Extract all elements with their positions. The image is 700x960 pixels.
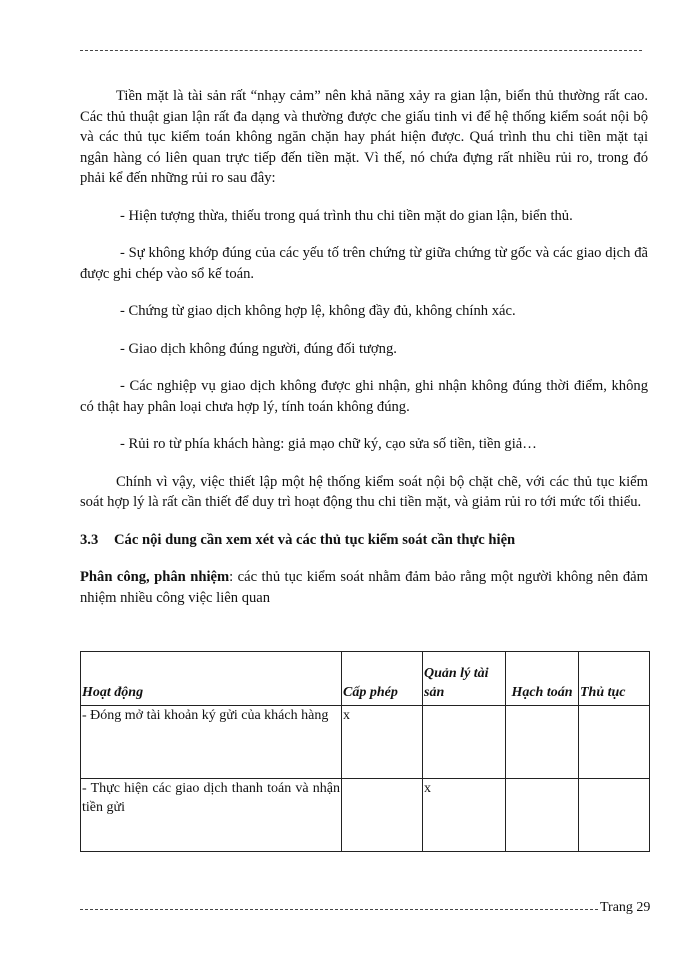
table-row	[81, 706, 650, 779]
risk-item: - Các nghiệp vụ giao dịch không được ghi nhận, ghi nhận không đúng thời điểm, không có thật hay phân loại chưa hợp lý, tính toán không đúng.	[80, 378, 648, 415]
section-title: Các nội dung cần xem xét và các thủ tục kiểm soát cần thực hiện	[114, 531, 516, 548]
table-row	[81, 779, 650, 852]
table-cell-activity: - Thực hiện các giao dịch thanh toán và nhận tiền gửi	[81, 779, 342, 852]
risk-item: - Rủi ro từ phía khách hàng: giả mạo chữ ký, cạo sửa số tiền, tiền giả…	[120, 436, 537, 452]
table-cell	[506, 779, 579, 852]
risk-item: - Hiện tượng thừa, thiếu trong quá trình thu chi tiền mặt do gian lận, biển thủ.	[120, 207, 573, 224]
risk-item: - Giao dịch không đúng người, đúng đối tượng.	[120, 340, 397, 357]
section-heading	[80, 530, 648, 551]
header-procedure: Thủ tục	[579, 652, 650, 706]
section-number: 3.3	[80, 531, 99, 548]
page-number: Trang 29	[600, 900, 651, 915]
intro-paragraph: Tiền mặt là tài sản rất “nhạy cảm” nên khả năng xảy ra gian lận, biển thủ thường rất cao. Các thủ thuật gian lận rất đa dạng và thường được che giấu tinh vi để hệ thống kiểm soát nội bộ và các thủ tục kiểm toán không ngăn chặn hay phát hiện được. Quá trình thu chi tiền mặt tại ngân hàng có liên quan trực tiếp đến tiền mặt. Vì thế, nó chứa đựng rất nhiều rủi ro, trong đó phải kể đến những rủi ro sau đây:	[80, 88, 648, 186]
table-cell	[579, 706, 650, 779]
header-accounting: Hạch toán	[506, 652, 579, 706]
table-cell	[506, 706, 579, 779]
risk-item: - Chứng từ giao dịch không hợp lệ, không đầy đủ, không chính xác.	[120, 303, 516, 319]
control-table	[80, 651, 650, 852]
assignment-label: Phân công, phân nhiệm	[80, 569, 230, 585]
conclusion-paragraph: Chính vì vậy, việc thiết lập một hệ thống kiểm soát nội bộ chặt chẽ, với các thủ tục kiểm soát hợp lý là rất cần thiết để duy trì hoạt động thu chi tiền mặt, và giảm rủi ro tới mức tối thiểu.	[80, 473, 648, 510]
table-cell-activity: - Đóng mở tài khoản ký gửi của khách hàng	[81, 706, 342, 779]
assignment-text: : các thủ tục kiểm soát nhằm đảm bảo rằng một người không nên đảm nhiệm nhiều công việc liên quan	[80, 569, 648, 606]
header-dashed-rule	[80, 50, 642, 51]
page-body	[80, 86, 648, 608]
table-cell	[423, 706, 506, 779]
risk-item: - Sự không khớp đúng của các yếu tố trên chứng từ giữa chứng từ gốc và các giao dịch đã được ghi chép vào sổ kế toán.	[80, 245, 648, 282]
table-header-row	[81, 652, 650, 706]
assignment-paragraph	[80, 567, 648, 608]
header-asset-management: Quản lý tài sản	[423, 652, 506, 706]
table-cell	[342, 779, 423, 852]
table-cell: x	[342, 706, 423, 779]
footer-dashed-rule	[80, 909, 598, 910]
table-cell: x	[423, 779, 506, 852]
header-activity: Hoạt động	[81, 652, 342, 706]
table-cell	[579, 779, 650, 852]
header-authorization: Cấp phép	[342, 652, 423, 706]
